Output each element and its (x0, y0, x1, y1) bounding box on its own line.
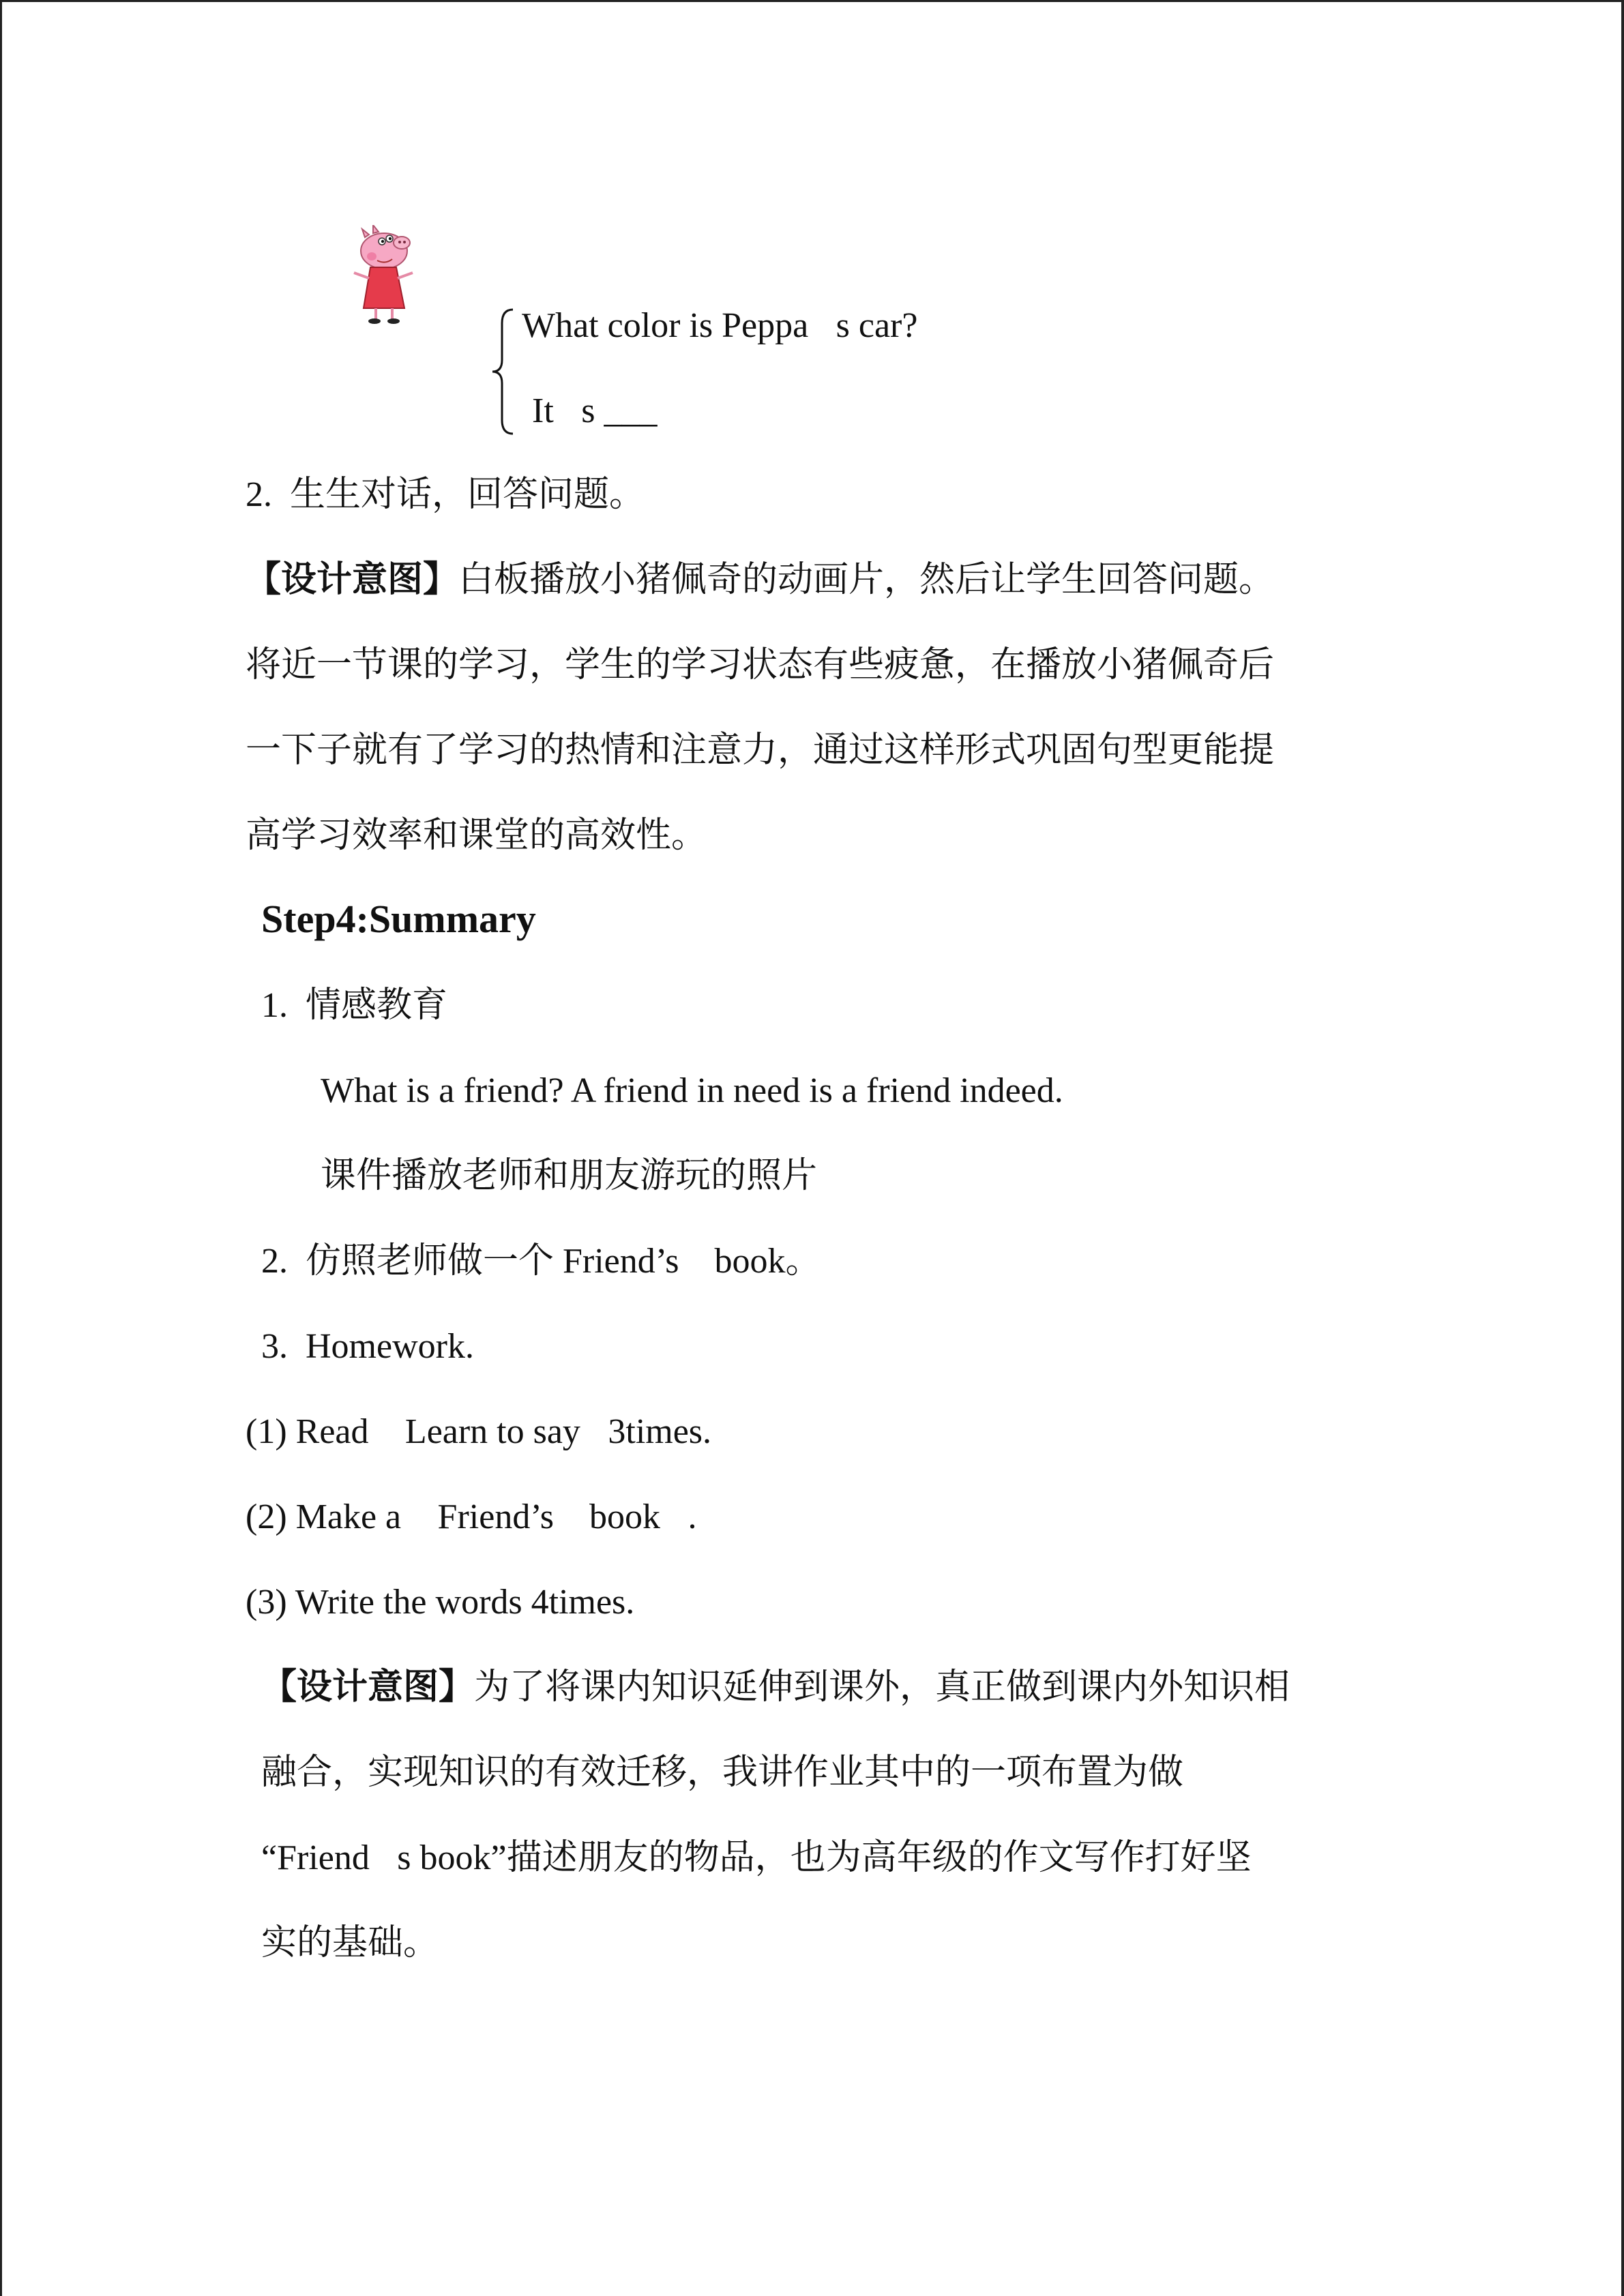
homework-1: (1) Read  Learn to say 3times. (246, 1412, 712, 1451)
design-intent-text: 融合，实现知识的有效迁移，我讲作业其中的一项布置为做 (261, 1753, 1184, 1792)
peppa-pig-illustration (344, 225, 433, 327)
step4-item-1-sub-chinese: 课件播放老师和朋友游玩的照片 (321, 1157, 818, 1195)
step4-heading: Step4:Summary (261, 897, 536, 941)
design-intent-text: 白板播放小猪佩奇的动画片，然后让学生回答问题。 (458, 561, 1275, 599)
step4-item-1: 1. 情感教育 (261, 986, 448, 1025)
homework-2: (2) Make a  Friend’s book . (246, 1497, 697, 1536)
step4-item-3: 3. Homework. (261, 1327, 474, 1366)
design-intent-label: 【设计意图】 (246, 561, 459, 599)
dialogue-answer: It s ___ (532, 391, 658, 430)
step3-item-2: 2. 生生对话，回答问题。 (246, 475, 645, 514)
design-intent-text: “Friend s book”描述朋友的物品，也为高年级的作文写作打好坚 (261, 1838, 1252, 1877)
curly-bracket (490, 307, 517, 436)
design-intent-label: 【设计意图】 (261, 1668, 475, 1707)
design-intent-text: 将近一节课的学习，学生的学习状态有些疲惫，在播放小猪佩奇后 (246, 646, 1275, 685)
design-intent-text: 为了将课内知识延伸到课外，真正做到课内外知识相 (474, 1668, 1290, 1707)
step4-item-2: 2. 仿照老师做一个 Friend’s book。 (261, 1242, 821, 1281)
step4-design-intent (261, 1664, 1290, 1712)
step4-item-1-sub-english: What is a friend? A friend in need is a friend indeed. (321, 1071, 1063, 1110)
design-intent-text: 高学习效率和课堂的高效性。 (246, 816, 707, 855)
design-intent-text: 实的基础。 (261, 1924, 439, 1963)
homework-3: (3) Write the words 4times. (246, 1583, 635, 1622)
design-intent-text: 一下子就有了学习的热情和注意力，通过这样形式巩固句型更能提 (246, 731, 1275, 770)
step3-design-intent (246, 556, 1274, 604)
dialogue-question: What color is Peppa s car? (522, 306, 918, 345)
